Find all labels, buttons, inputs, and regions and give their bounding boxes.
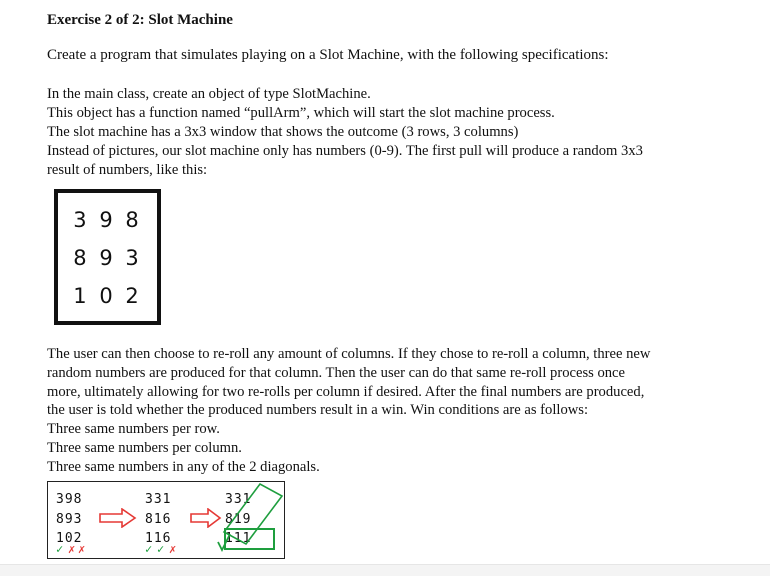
rules-line: the user is told whether the produced numbers result in a win. Win conditions are as follows:	[47, 402, 589, 419]
win-condition-diagonal: Three same numbers in any of the 2 diagonals.	[47, 458, 320, 475]
page-bottom-edge	[0, 564, 770, 576]
spec-line: Instead of pictures, our slot machine only has numbers (0-9). The first pull will produce a random 3x3	[47, 143, 643, 159]
spec-line: This object has a function named “pullArm”, which will start the slot machine process.	[47, 105, 555, 121]
rules-line: The user can then choose to re-roll any amount of columns. If they chose to re-roll a column, three new	[47, 346, 651, 362]
grid-row: 8 9 3	[73, 246, 142, 270]
win-condition-column: Three same numbers per column.	[47, 439, 242, 456]
spec-line: In the main class, create an object of type SlotMachine.	[47, 86, 371, 102]
x-mark-icon: ✗	[68, 542, 77, 556]
example-grid2-row: 116	[145, 531, 172, 546]
example-grid1-row: 102	[56, 531, 83, 546]
diagonal-highlight-icon	[216, 482, 284, 558]
intro-paragraph: Create a program that simulates playing on a Slot Machine, with the following specifications:	[47, 47, 609, 63]
example-grid1-row: 398	[56, 492, 83, 507]
example-grid3-row: 819	[225, 512, 252, 527]
check-mark-icon: ✓	[145, 542, 154, 556]
right-arrow-icon	[98, 508, 138, 528]
x-mark-icon: ✗	[78, 542, 87, 556]
example-grid2-row: 816	[145, 512, 172, 527]
example-grid3-row: 111	[225, 531, 252, 546]
grid-row: 3 9 8	[73, 208, 142, 232]
spec-line: result of numbers, like this:	[47, 162, 208, 178]
rules-line: more, ultimately allowing for two re-rolls per column if desired. After the final numbers are produced,	[47, 383, 645, 400]
rules-line: random numbers are produced for that column. Then the user can do that same re-roll process once	[47, 364, 626, 381]
example-grid3-row: 331	[225, 492, 252, 507]
grid-row: 1 0 2	[73, 284, 142, 308]
spec-line: The slot machine has a 3x3 window that shows the outcome (3 rows, 3 columns)	[47, 124, 519, 140]
example-grid2-row: 331	[145, 492, 172, 507]
rules-paragraph	[47, 345, 737, 477]
win-condition-row: Three same numbers per row.	[47, 421, 220, 438]
reroll-example-figure	[47, 481, 285, 559]
x-mark-icon: ✗	[169, 542, 178, 556]
check-mark-icon: ✓	[157, 542, 166, 556]
sample-slot-grid	[54, 189, 161, 325]
spec-paragraph	[47, 85, 737, 180]
example-grid1-row: 893	[56, 512, 83, 527]
check-mark-icon: ✓	[56, 542, 65, 556]
exercise-title: Exercise 2 of 2: Slot Machine	[47, 12, 233, 28]
